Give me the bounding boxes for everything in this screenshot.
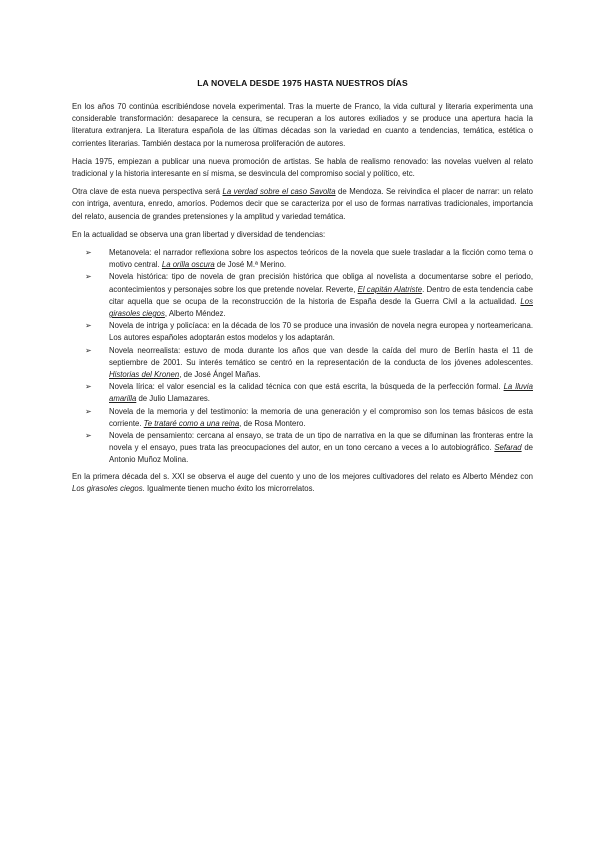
book-title: Los girasoles ciegos. bbox=[72, 483, 145, 493]
list-item bbox=[72, 406, 533, 430]
list-item bbox=[72, 320, 533, 344]
paragraph-xxi-century bbox=[72, 471, 533, 495]
book-title: El capitán Alatriste bbox=[357, 284, 423, 294]
paragraph-intro: En los años 70 continúa escribiéndose novela experimental. Tras la muerte de Franco, la vida cultural y literaria experimenta una considerable transformación: desaparece la censura, se recuperan a los autores exiliados y se produce una apertura hacia la literatura extranjera. La literatura española de las últimas décadas son la variedad en cuanto a tendencias, temática, estética o corrientes literarias. También destaca por la numerosa proliferación de autores. bbox=[72, 102, 533, 148]
paragraph-savolta bbox=[72, 186, 533, 223]
book-title: Sefarad bbox=[494, 443, 522, 453]
text-run: , de Rosa Montero. bbox=[239, 418, 306, 428]
text-run: , de José Ángel Mañas. bbox=[179, 370, 261, 380]
text-run: Novela lírica: el valor esencial es la calidad técnica con que está escrita, la búsqueda de la perfección formal. bbox=[109, 382, 504, 392]
text-run: Otra clave de esta nueva perspectiva será bbox=[72, 187, 223, 197]
arrow-bullet-icon: ➢ bbox=[85, 406, 92, 416]
list-item bbox=[72, 271, 533, 320]
text-run: Novela neorrealista: estuvo de moda durante los años que van desde la caída del muro de Berlín hasta el 11 de septiembre de 2001. Su interés temático se centró en la representación de la conducta de los jóvenes adolescentes. bbox=[109, 345, 533, 367]
text-run: de Antonio Muñoz Molina. bbox=[109, 443, 533, 465]
arrow-bullet-icon: ➢ bbox=[85, 272, 92, 282]
paragraph-1975: Hacia 1975, empiezan a publicar una nueva promoción de artistas. Se habla de realismo renovado: las novelas vuelven al relato tradicional y la historia interesante en sí misma, se desvincula del compromiso social y político, etc. bbox=[72, 156, 533, 179]
book-title: Los girasoles ciegos bbox=[109, 296, 533, 319]
text-run: de José M.ª Merino. bbox=[214, 260, 287, 270]
book-title: La verdad sobre el caso Savolta bbox=[222, 187, 336, 197]
text-run: Novela de la memoria y del testimonio: la memoria de una generación y el compromiso son los temas básicos de esta corriente. bbox=[109, 406, 533, 428]
text-run: Metanovela: el narrador reflexiona sobre los aspectos teóricos de la novela que suele trasladar a la ficción como tema o motivo central. bbox=[109, 248, 533, 270]
text-run: . Dentro de esta tendencia cabe citar aquella que se ocupa de la reconstrucción de la historia de España desde la Guerra Civil a la actualidad. bbox=[109, 284, 533, 306]
paragraph-tendencies-intro: En la actualidad se observa una gran libertad y diversidad de tendencias: bbox=[72, 229, 326, 239]
text-run: de Mendoza. Se reivindica el placer de narrar: un relato con intriga, aventura, enredo, amoríos. Podemos decir que se caracteriza por el uso de formas narrativas tradicionales, importancia del relato, ausencia de grandes pretensiones y la amplitud y variedad temática. bbox=[72, 187, 533, 221]
text-run: Novela de intriga y policíaca: en la década de los 70 se produce una invasión de novela negra europea y norteamericana. Los autores españoles adoptarán estos modelos y los adaptarán. bbox=[109, 321, 533, 343]
text-run: de Julio Llamazares. bbox=[136, 394, 210, 404]
text-run: Igualmente tienen mucho éxito los microrrelatos. bbox=[144, 483, 315, 493]
list-item bbox=[72, 345, 533, 382]
arrow-bullet-icon: ➢ bbox=[85, 345, 92, 355]
list-item bbox=[72, 247, 533, 271]
arrow-bullet-icon: ➢ bbox=[85, 321, 92, 331]
text-run: , Alberto Méndez. bbox=[164, 309, 226, 319]
book-title: Historias del Kronen bbox=[109, 370, 180, 380]
arrow-bullet-icon: ➢ bbox=[85, 248, 92, 258]
arrow-bullet-icon: ➢ bbox=[85, 431, 92, 441]
book-title: Te trataré como a una reina bbox=[143, 418, 240, 428]
list-item bbox=[72, 430, 533, 467]
document-title: LA NOVELA DESDE 1975 HASTA NUESTROS DÍAS bbox=[197, 78, 408, 88]
text-run: Novela de pensamiento: cercana al ensayo, se trata de un tipo de narrativa en la que se difuminan las fronteras entre la novela y el ensayo, pues trata las preocupaciones del autor, en un tono cercano a veces a lo autobiográfico. bbox=[109, 431, 533, 453]
book-title: La orilla oscura bbox=[161, 260, 215, 270]
text-run: Novela histórica: tipo de novela de gran precisión histórica que obliga al novelista a documentarse sobre el periodo, acontecimientos y personajes sobre los que pretende novelar. Reverte, bbox=[109, 272, 533, 294]
arrow-bullet-icon: ➢ bbox=[85, 382, 92, 392]
book-title: La lluvia amarilla bbox=[109, 382, 533, 404]
text-run: En la primera década del s. XXI se observa el auge del cuento y uno de los mejores cultivadores del relato es Alberto Méndez con bbox=[72, 471, 533, 481]
list-item bbox=[72, 381, 533, 405]
tendencies-list bbox=[72, 247, 533, 467]
